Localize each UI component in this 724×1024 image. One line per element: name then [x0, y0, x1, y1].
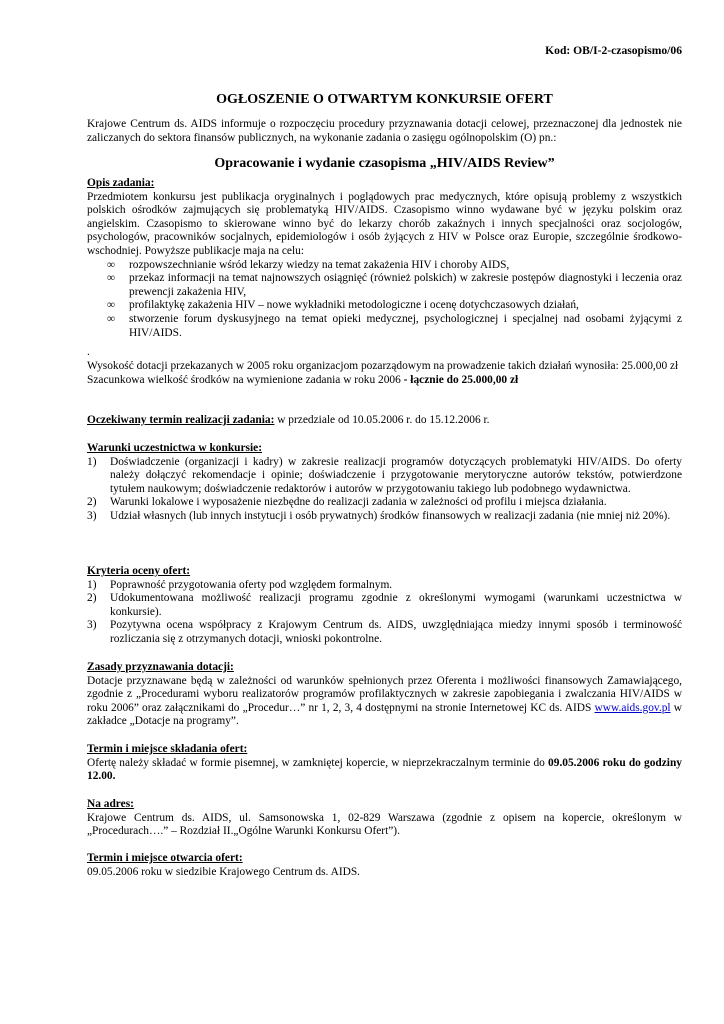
- list-item: 1) Doświadczenie (organizacji i kadry) w zakresie realizacji programów dotyczących problematyki HIV/AIDS. Do oferty należy dołączyć rekomendacje i opinie; doświadczenie i przygotowanie merytoryczne autorów tekstów, potwierdzone tytułem naukowym; doświadczenie redaktorów i autorów w przygotowaniu takiego lub podobnego wydawnictwa.: [87, 455, 682, 495]
- termin-skladania-text: Ofertę należy składać w formie pisemnej, w zamkniętej kopercie, w nieprzekraczalnym terminie do 09.05.2006 roku do godziny 12.00.: [87, 756, 682, 783]
- deadline-date: 09.05.2006 roku do godziny 12.00.: [87, 756, 682, 783]
- zasady-section: [87, 661, 682, 729]
- warunki-heading: Warunki uczestnictwa w konkursie:: [87, 442, 262, 454]
- aids-website-link[interactable]: www.aids.gov.pl: [594, 701, 671, 714]
- funding-2005-text: Wysokość dotacji przekazanych w 2005 roku organizacjom pozarządowym na prowadzenie takich działań wynosiła: 25.000,00 zł: [87, 360, 679, 372]
- list-item: ∞ stworzenie forum dyskusyjnego na temat opieki medycznej, psychologicznej i specjalnej nad osobami żyjącymi z HIV/AIDS.: [107, 312, 682, 339]
- otwarcie-heading: Termin i miejsce otwarcia ofert:: [87, 852, 243, 864]
- document-code: Kod: OB/I-2-czasopismo/06: [545, 44, 682, 57]
- funding-2006-amount: - łącznie do 25.000,00 zł: [403, 373, 519, 386]
- task-subtitle: Opracowanie i wydanie czasopisma „HIV/AIDS Review”: [214, 156, 555, 171]
- funding-2006-text: Szacunkowa wielkość środków na wymienione zadania w roku 2006 - łącznie do 25.000,00 zł: [87, 373, 519, 386]
- kryteria-heading: Kryteria oceny ofert:: [87, 565, 191, 577]
- funding-section: [87, 360, 682, 387]
- stray-dot: .: [87, 346, 90, 358]
- list-item: ∞ przekaz informacji na temat najnowszych osiągnięć (również polskich) w zakresie postępów diagnostyki i leczenia oraz prewencji zakażenia HIV,: [107, 272, 682, 298]
- adres-section: [87, 798, 682, 839]
- document-title: OGŁOSZENIE O OTWARTYM KONKURSIE OFERT: [216, 92, 553, 107]
- termin-skladania-section: [87, 743, 682, 784]
- adres-heading: Na adres:: [87, 798, 134, 810]
- infinity-bullet-icon: ∞: [107, 258, 116, 271]
- list-item: 1) Poprawność przygotowania oferty pod względem formalnym.: [87, 578, 393, 591]
- opis-bullet-list: [87, 259, 682, 341]
- zasady-text: Dotacje przyznawane będą w zależności od warunków spełnionych przez Oferenta i możliwości finansowych Zamawiającego, zgodnie z „Procedurami wyboru realizatorów programów profilaktycznych w zakresie zapobiegania i zwalczania HIV/AIDS w roku 2006” oraz załącznikami do „Procedur…” nr 1, 2, 3, 4 dostępnymi na stronie Internetowej KC ds. AIDS www.aids.gov.pl w zakładce „Dotacje na programy”.: [87, 674, 682, 728]
- list-item: 3) Pozytywna ocena współpracy z Krajowym Centrum ds. AIDS, uwzględniająca miedzy innymi sposób i terminowość rozliczania się z otrzymanych dotacji, wnioski pokontrolne.: [87, 619, 682, 645]
- kryteria-list: [87, 579, 682, 647]
- opis-section: [87, 177, 682, 340]
- infinity-bullet-icon: ∞: [107, 312, 116, 325]
- opis-heading: Opis zadania:: [87, 177, 155, 189]
- kryteria-section: [87, 565, 682, 647]
- termin-realizacji-heading: Oczekiwany termin realizacji zadania:: [87, 414, 275, 426]
- termin-realizacji-text: w przedziale od 10.05.2006 r. do 15.12.2006 r.: [274, 414, 490, 426]
- infinity-bullet-icon: ∞: [107, 272, 116, 285]
- infinity-bullet-icon: ∞: [107, 299, 116, 312]
- opis-text: Przedmiotem konkursu jest publikacja oryginalnych i poglądowych prac medycznych, które opisują problemy z wszystkich polskich ośrodków zajmujących się problematyką HIV/AIDS. Czasopismo winno wydawane być w języku polskim oraz angielskim. Czasopismo to skierowane winno być do lekarzy chorób zakaźnych i innych specjalności oraz socjologów, psychologów, pracowników socjalnych, epidemiologów i osób żyjących z HIV w Polsce oraz Europie, szczególnie środkowo-wschodniej. Powyższe publikacje maja na celu:: [87, 190, 682, 257]
- list-item: ∞ profilaktykę zakażenia HIV – nowe wykładniki metodologiczne i ocenę dotychczasowych działań,: [107, 299, 579, 312]
- list-item: 2) Udokumentowana możliwość realizacji programu zgodnie z określonymi wymogami (warunkami uczestnictwa w konkursie).: [87, 592, 682, 618]
- warunki-list: [87, 456, 682, 524]
- list-item: 2) Warunki lokalowe i wyposażenie niezbędne do realizacji zadania w zależności od profilu i miejsca działania.: [87, 496, 607, 509]
- otwarcie-section: [87, 852, 682, 879]
- termin-realizacji-section: [87, 414, 682, 428]
- list-item: ∞ rozpowszechnianie wśród lekarzy wiedzy na temat zakażenia HIV i choroby AIDS,: [107, 258, 510, 271]
- intro-paragraph: Krajowe Centrum ds. AIDS informuje o rozpoczęciu procedury przyznawania dotacji celowej, przeznaczonej dla jednostek nie zaliczanych do sektora finansów publicznych, na wykonanie zadania o zasięgu ogólnopolskim (O) pn.:: [87, 118, 682, 144]
- zasady-heading: Zasady przyznawania dotacji:: [87, 661, 234, 673]
- termin-skladania-heading: Termin i miejsce składania ofert:: [87, 743, 248, 755]
- otwarcie-text: 09.05.2006 roku w siedzibie Krajowego Centrum ds. AIDS.: [87, 865, 361, 878]
- warunki-section: [87, 442, 682, 524]
- list-item: 3) Udział własnych (lub innych instytucji i osób prywatnych) środków finansowych w realizacji zadania (nie mniej niż 20%).: [87, 509, 671, 522]
- adres-text: Krajowe Centrum ds. AIDS, ul. Samsonowska 1, 02-829 Warszawa (zgodnie z opisem na kopercie, określonym w „Procedurach….” – Rozdział II.„Ogólne Warunki Konkursu Ofert”).: [87, 811, 682, 838]
